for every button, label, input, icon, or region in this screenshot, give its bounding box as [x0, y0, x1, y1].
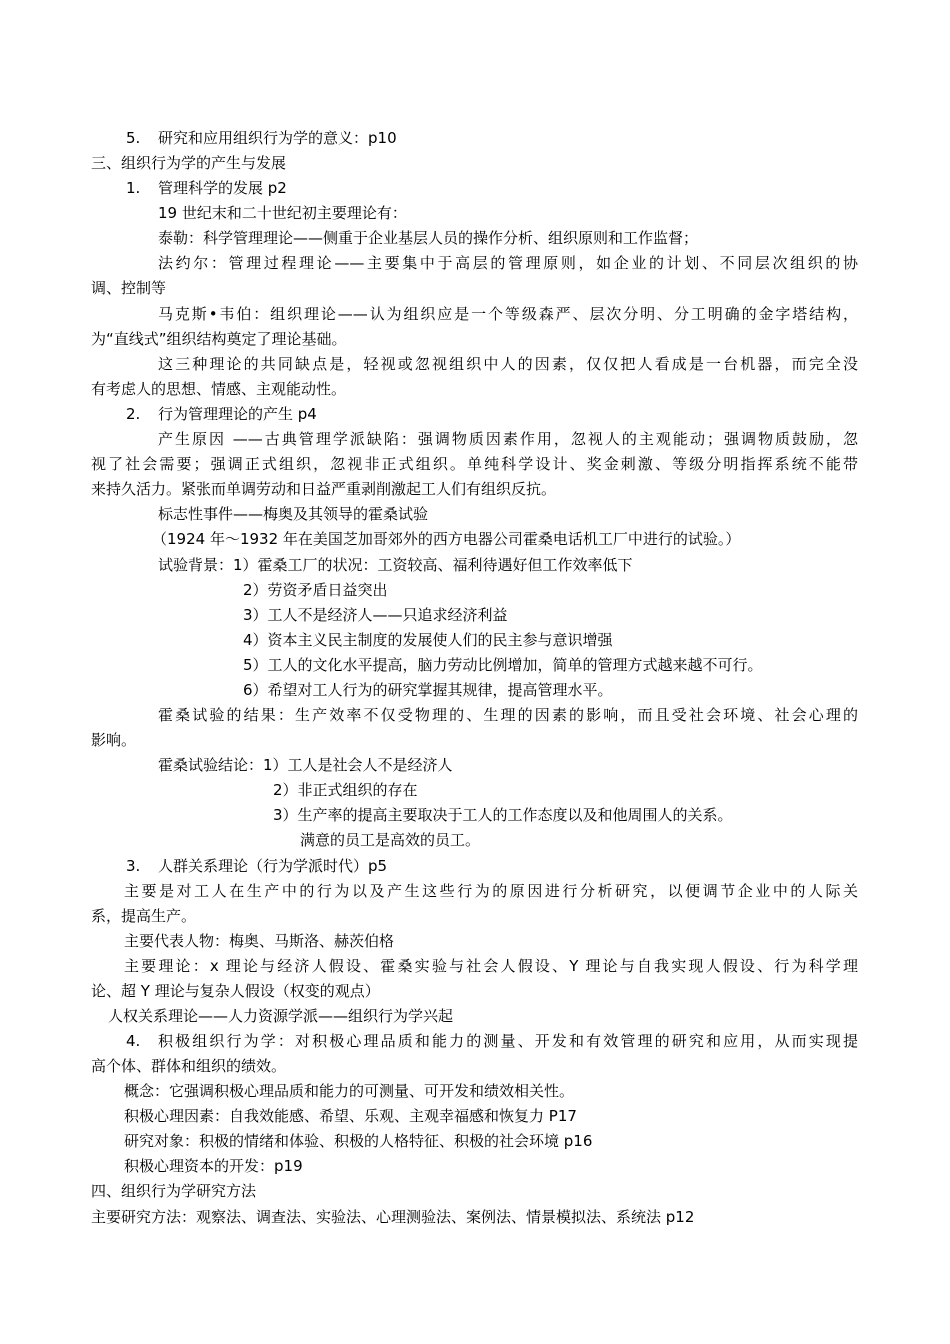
section-heading: 四、组织行为学研究方法: [91, 1182, 257, 1200]
paragraph-line: 研究对象：积极的情绪和体验、积极的人格特征、积极的社会环境 p16: [124, 1132, 593, 1150]
paragraph-line: 5）工人的文化水平提高，脑力劳动比例增加，简单的管理方式越来越不可行。: [243, 656, 763, 674]
section-heading: 三、组织行为学的产生与发展: [91, 154, 287, 172]
paragraph-line: 系，提高生产。: [91, 907, 197, 925]
list-number: 4.: [126, 1032, 141, 1050]
list-number: 1.: [126, 179, 141, 197]
list-number: 5.: [126, 129, 141, 147]
paragraph-line: 霍桑试验结论：1）工人是社会人不是经济人: [158, 756, 453, 774]
list-item-heading: 人群关系理论（行为学派时代）p5: [158, 857, 388, 875]
paragraph-line: 积极心理因素：自我效能感、希望、乐观、主观幸福感和恢复力 P17: [124, 1107, 577, 1125]
paragraph-line: 4）资本主义民主制度的发展使人们的民主参与意识增强: [243, 631, 613, 649]
paragraph-line: 人权关系理论——人力资源学派——组织行为学兴起: [108, 1007, 454, 1025]
paragraph-line: 为“直线式”组织结构奠定了理论基础。: [91, 330, 347, 348]
paragraph-line: 3）工人不是经济人——只追求经济利益: [243, 606, 508, 624]
paragraph-line: 积极心理资本的开发：p19: [124, 1157, 303, 1175]
paragraph-line: 有考虑人的思想、情感、主观能动性。: [91, 380, 347, 398]
list-item-heading: 管理科学的发展 p2: [158, 179, 287, 197]
list-item-heading: 研究和应用组织行为学的意义：p10: [158, 129, 397, 147]
paragraph-line: 2）非正式组织的存在: [273, 781, 418, 799]
paragraph-line: 主要研究方法：观察法、调查法、实验法、心理测验法、案例法、情景模拟法、系统法 p12: [91, 1208, 695, 1226]
paragraph-line: 3）生产率的提高主要取决于工人的工作态度以及和他周围人的关系。: [273, 806, 733, 824]
paragraph-line: 产生原因 ——古典管理学派缺陷：强调物质因素作用，忽视人的主观能动；强调物质鼓励，忽: [158, 430, 858, 448]
paragraph-line: 概念：它强调积极心理品质和能力的可测量、可开发和绩效相关性。: [124, 1082, 575, 1100]
paragraph-line: 19 世纪末和二十世纪初主要理论有：: [158, 204, 407, 222]
list-number: 2.: [126, 405, 141, 423]
paragraph-line: 6）希望对工人行为的研究掌握其规律，提高管理水平。: [243, 681, 613, 699]
paragraph-line: 2）劳资矛盾日益突出: [243, 581, 388, 599]
paragraph-line: （1924 年～1932 年在美国芝加哥郊外的西方电器公司霍桑电话机工厂中进行的试验。）: [152, 530, 741, 548]
paragraph-line: 视了社会需要；强调正式组织，忽视非正式组织。单纯科学设计、奖金刺激、等级分明指挥系统不能带: [91, 455, 858, 473]
paragraph-line: 来持久活力。紧张而单调劳动和日益严重剥削激起工人们有组织反抗。: [91, 480, 557, 498]
paragraph-line: 满意的员工是高效的员工。: [300, 831, 481, 849]
paragraph-line: 霍桑试验的结果：生产效率不仅受物理的、生理的因素的影响，而且受社会环境、社会心理的: [158, 706, 858, 724]
list-item-heading: 行为管理理论的产生 p4: [158, 405, 317, 423]
paragraph-line: 高个体、群体和组织的绩效。: [91, 1057, 287, 1075]
paragraph-line: 这三种理论的共同缺点是，轻视或忽视组织中人的因素，仅仅把人看成是一台机器，而完全没: [158, 355, 858, 373]
list-item-heading: 积极组织行为学：对积极心理品质和能力的测量、开发和有效管理的研究和应用，从而实现提: [158, 1032, 858, 1050]
paragraph-line: 主要理论：x 理论与经济人假设、霍桑实验与社会人假设、Y 理论与自我实现人假设、行为科学理: [124, 957, 858, 975]
paragraph-line: 法约尔：管理过程理论——主要集中于高层的管理原则，如企业的计划、不同层次组织的协: [158, 254, 858, 272]
paragraph-line: 调、控制等: [91, 279, 167, 297]
paragraph-line: 主要是对工人在生产中的行为以及产生这些行为的原因进行分析研究，以便调节企业中的人际关: [124, 882, 858, 900]
paragraph-line: 标志性事件——梅奥及其领导的霍桑试验: [158, 505, 429, 523]
paragraph-line: 马克斯•韦伯：组织理论——认为组织应是一个等级森严、层次分明、分工明确的金字塔结构，: [158, 305, 858, 323]
paragraph-line: 泰勒：科学管理理论——侧重于企业基层人员的操作分析、组织原则和工作监督；: [158, 229, 699, 247]
paragraph-line: 试验背景：1）霍桑工厂的状况：工资较高、福利待遇好但工作效率低下: [158, 556, 633, 574]
paragraph-line: 影响。: [91, 731, 137, 749]
list-number: 3.: [126, 857, 141, 875]
paragraph-line: 论、超 Y 理论与复杂人假设（权变的观点）: [91, 982, 380, 1000]
paragraph-line: 主要代表人物：梅奥、马斯洛、赫茨伯格: [124, 932, 395, 950]
